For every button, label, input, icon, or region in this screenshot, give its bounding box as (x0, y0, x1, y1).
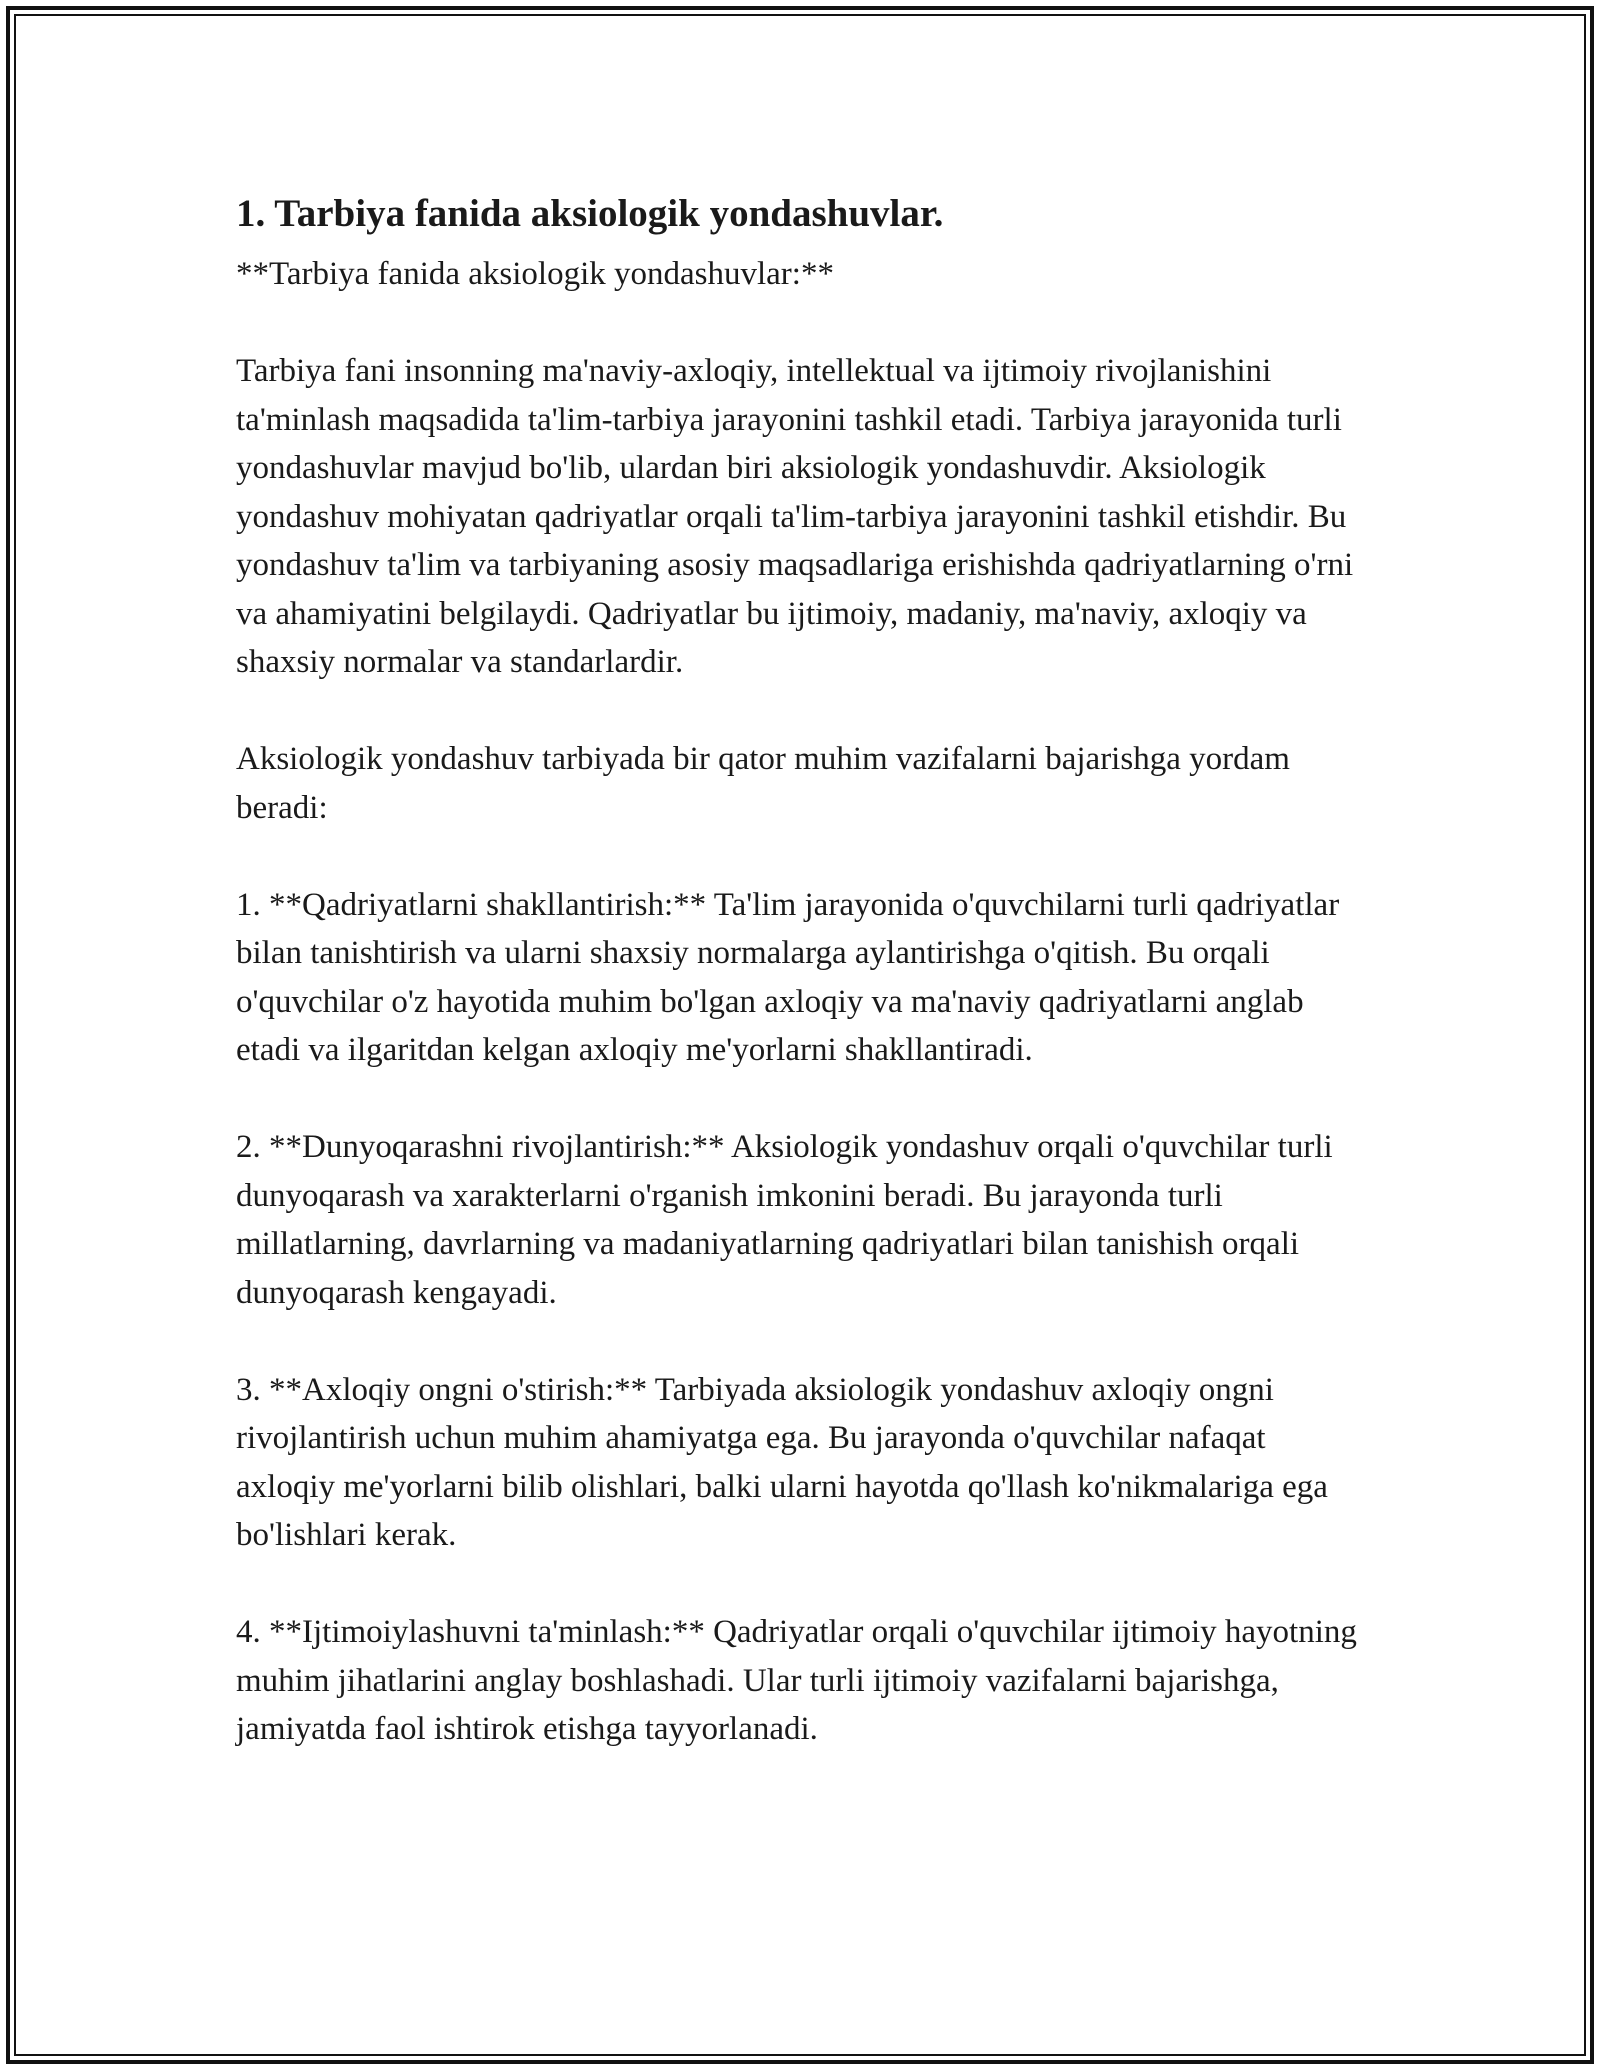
list-item-socialization: 4. **Ijtimoiylashuvni ta'minlash:** Qadriyatlar orqali o'quvchilar ijtimoiy hayotning muhim jihatlarini anglay boshlashadi. Ular turli ijtimoiy vazifalarni bajarishga, jamiyatda faol ishtirok etishga tayyorlanadi. (236, 1614, 1357, 1747)
list-item-values-formation: 1. **Qadriyatlarni shakllantirish:** Ta'lim jarayonida o'quvchilarni turli qadriyatlar bilan tanishtirish va ularni shaxsiy normalarga aylantirishga o'qitish. Bu orqali o'quvchilar o'z hayotida muhim bo'lgan axloqiy va ma'naviy qadriyatlarni anglab etadi va ilgaritdan kelgan axloqiy me'yorlarni shakllantiradi. (236, 886, 1340, 1068)
tasks-intro-paragraph: Aksiologik yondashuv tarbiyada bir qator muhim vazifalarni bajarishga yordam beradi: (236, 741, 1290, 826)
list-item-worldview-development: 2. **Dunyoqarashni rivojlantirish:** Aksiologik yondashuv orqali o'quvchilar turli dunyoqarash va xarakterlarni o'rganish imkonini beradi. Bu jarayonda turli millatlarning, davrlarning va madaniyatlarning qadriyatlari bilan tanishish orqali dunyoqarash kengayadi. (236, 1129, 1333, 1311)
section-subtitle: **Tarbiya fanida aksiologik yondashuvlar:** (236, 256, 834, 292)
document-title: 1. Tarbiya fanida aksiologik yondashuvlar. (236, 192, 944, 235)
list-item-moral-consciousness: 3. **Axloqiy ongni o'stirish:** Tarbiyada aksiologik yondashuv axloqiy ongni rivojlantirish uchun muhim ahamiyatga ega. Bu jarayonda o'quvchilar nafaqat axloqiy me'yorlarni bilib olishlari, balki ularni hayotda qo'llash ko'nikmalariga ega bo'lishlari kerak. (236, 1371, 1328, 1553)
intro-paragraph: Tarbiya fani insonning ma'naviy-axloqiy, intellektual va ijtimoiy rivojlanishini ta'minlash maqsadida ta'lim-tarbiya jarayonini tashkil etadi. Tarbiya jarayonida turli yondashuvlar mavjud bo'lib, ulardan biri aksiologik yondashuvdir. Aksiologik yondashuv mohiyatan qadriyatlar orqali ta'lim-tarbiya jarayonini tashkil etishdir. Bu yondashuv ta'lim va tarbiyaning asosiy maqsadlariga erishishda qadriyatlarning o'rni va ahamiyatini belgilaydi. Qadriyatlar bu ijtimoiy, madaniy, ma'naviy, axloqiy va shaxsiy normalar va standarlardir. (236, 353, 1354, 680)
document-body (236, 188, 1366, 1802)
